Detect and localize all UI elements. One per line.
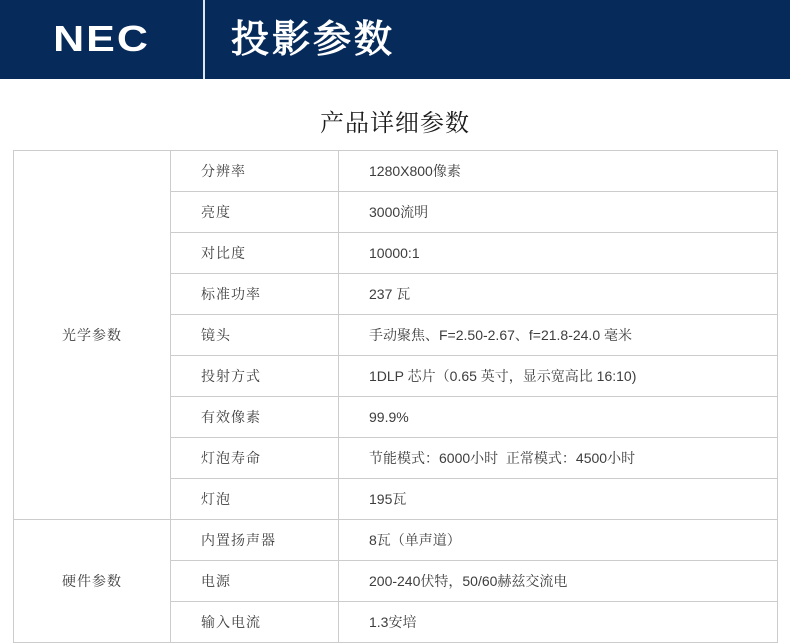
table-row xyxy=(14,520,778,561)
header-banner xyxy=(0,0,790,79)
param-label-cell: 灯泡寿命 xyxy=(171,438,339,479)
spec-table xyxy=(13,150,778,643)
page-heading: 产品详细参数 xyxy=(320,110,470,137)
param-value-cell: 1DLP 芯片（0.65 英寸，显示宽高比 16:10) xyxy=(339,356,778,397)
category-cell: 光学参数 xyxy=(14,151,171,520)
table-row xyxy=(14,151,778,192)
param-value-cell: 3000流明 xyxy=(339,192,778,233)
param-value-cell: 节能模式：6000小时 正常模式：4500小时 xyxy=(339,438,778,479)
nec-logo: NEC xyxy=(53,18,150,60)
param-label-cell: 输入电流 xyxy=(171,602,339,643)
param-label-cell: 有效像素 xyxy=(171,397,339,438)
header-divider xyxy=(203,0,205,79)
param-label-cell: 灯泡 xyxy=(171,479,339,520)
param-label-cell: 投射方式 xyxy=(171,356,339,397)
param-label-cell: 电源 xyxy=(171,561,339,602)
param-value-cell: 200-240伏特，50/60赫兹交流电 xyxy=(339,561,778,602)
param-value-cell: 99.9% xyxy=(339,397,778,438)
param-label-cell: 内置扬声器 xyxy=(171,520,339,561)
param-value-cell: 237 瓦 xyxy=(339,274,778,315)
param-value-cell: 195瓦 xyxy=(339,479,778,520)
param-value-cell: 8瓦（单声道） xyxy=(339,520,778,561)
param-label-cell: 标准功率 xyxy=(171,274,339,315)
category-cell: 硬件参数 xyxy=(14,520,171,643)
header-title: 投影参数 xyxy=(231,18,396,61)
param-label-cell: 镜头 xyxy=(171,315,339,356)
param-label-cell: 分辨率 xyxy=(171,151,339,192)
param-value-cell: 1280X800像素 xyxy=(339,151,778,192)
param-value-cell: 1.3安培 xyxy=(339,602,778,643)
param-label-cell: 亮度 xyxy=(171,192,339,233)
param-label-cell: 对比度 xyxy=(171,233,339,274)
param-value-cell: 手动聚焦、F=2.50-2.67、f=21.8-24.0 毫米 xyxy=(339,315,778,356)
param-value-cell: 10000:1 xyxy=(339,233,778,274)
